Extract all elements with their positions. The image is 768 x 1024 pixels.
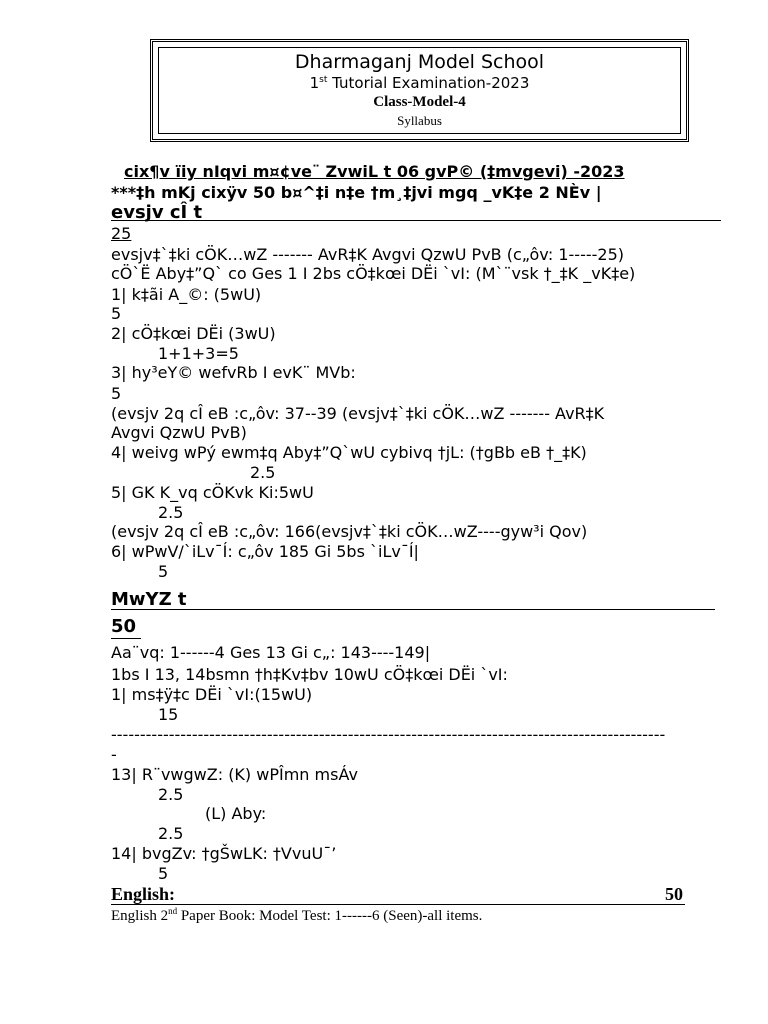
- question-line: 1| ms‡ÿ‡c DËi `vI:(15wU): [111, 685, 313, 704]
- question-line: 3| hy³eY© wefvRb I evK¨ MVb:: [111, 363, 356, 382]
- exam-note: ***‡h mKj cixÿv 50 b¤^‡i n‡e †m¸‡jvi mgq _vK‡e 2 NÈv |: [111, 183, 602, 202]
- section-marks-rule: [111, 638, 141, 639]
- marks-value: 15: [158, 705, 179, 724]
- marks-value: 5: [111, 384, 122, 403]
- section-heading: English:: [111, 884, 176, 904]
- syllabus-line: Avgvi QzwU PvB): [111, 423, 247, 442]
- question-line: 5| GK K_vq cÖKvk Ki:5wU: [111, 483, 314, 502]
- question-line: 1| k‡ãi A_©: (5wU): [111, 285, 262, 304]
- syllabus-line: (evsjv 2q cÎ eB :c„ôv: 166(evsjv‡`‡ki cÖK…wZ----gyw³i Qov): [111, 522, 588, 541]
- syllabus-line: cÖ`Ë Aby‡”Q` co Ges 1 I 2bs cÖ‡kœi DËi `vI: (M`¨vsk †_‡K _vK‡e): [111, 264, 636, 283]
- marks-value: 2.5: [250, 463, 276, 482]
- syllabus-line: Aa¨vq: 1------4 Ges 13 Gi c„: 143----149|: [111, 643, 431, 662]
- exam-title: 1st Tutorial Examination-2023: [309, 74, 530, 92]
- syllabus-line: (evsjv 2q cÎ eB :c„ôv: 37--39 (evsjv‡`‡ki cÖK…wZ ------- AvR‡K: [111, 404, 605, 423]
- syllabus-label: Syllabus: [397, 113, 442, 128]
- marks-value: 5: [158, 864, 169, 883]
- question-line: 14| bvgZv: †gŠwLK: †VvuU¯’: [111, 844, 337, 863]
- marks-value: 2.5: [158, 824, 184, 843]
- school-name: Dharmaganj Model School: [294, 51, 545, 73]
- question-line: 2| cÖ‡kœi DËi (3wU): [111, 324, 276, 343]
- marks-value: 2.5: [158, 503, 184, 522]
- syllabus-line: English 2nd Paper Book: Model Test: 1------6 (Seen)-all items.: [111, 906, 483, 924]
- marks-value: 5: [158, 562, 169, 581]
- section-marks: 50: [111, 616, 137, 637]
- marks-value: 5: [111, 304, 122, 323]
- syllabus-line: 1bs I 13, 14bsmn †h‡Kv‡bv 10wU cÖ‡kœi DËi `vI:: [111, 665, 508, 684]
- syllabus-line: evsjv‡`‡ki cÖK…wZ ------- AvR‡K Avgvi QzwU PvB (c„ôv: 1-----25): [111, 245, 624, 264]
- question-line: 13| R¨vwgwZ: (K) wPÎmn msÁv: [111, 765, 358, 784]
- section-rule: [111, 904, 685, 905]
- section-rule: [111, 609, 715, 610]
- exam-date-title: cix¶v ïiy nIqvi m¤¢ve¨ ZvwiL t 06 gvP© (‡mvgevi) -2023: [124, 162, 625, 181]
- question-line: 4| weivg wPý ewm‡q Aby‡”Q`wU cybivq †jL: (†gBb eB †_‡K): [111, 443, 587, 462]
- dash-separator-tail: -: [111, 745, 117, 764]
- dash-separator: ------------------------------------------------------------------------------------------------: [111, 725, 666, 744]
- marks-value: 2.5: [158, 785, 184, 804]
- section-rule: [111, 220, 721, 221]
- marks-value: 1+1+3=5: [158, 344, 239, 363]
- header-box: [150, 39, 689, 142]
- section-marks: 25: [111, 224, 132, 243]
- question-line: 6| wPwV/`iLv¯Í: c„ôv 185 Gi 5bs `iLv¯Í|: [111, 542, 419, 561]
- section-heading: MwYZ t: [111, 589, 187, 610]
- section-marks: 50: [665, 884, 683, 904]
- question-line: (L) Aby:: [205, 804, 267, 823]
- class-label: Class-Model-4: [373, 94, 466, 110]
- section-heading: evsjv cÎ t: [111, 202, 203, 223]
